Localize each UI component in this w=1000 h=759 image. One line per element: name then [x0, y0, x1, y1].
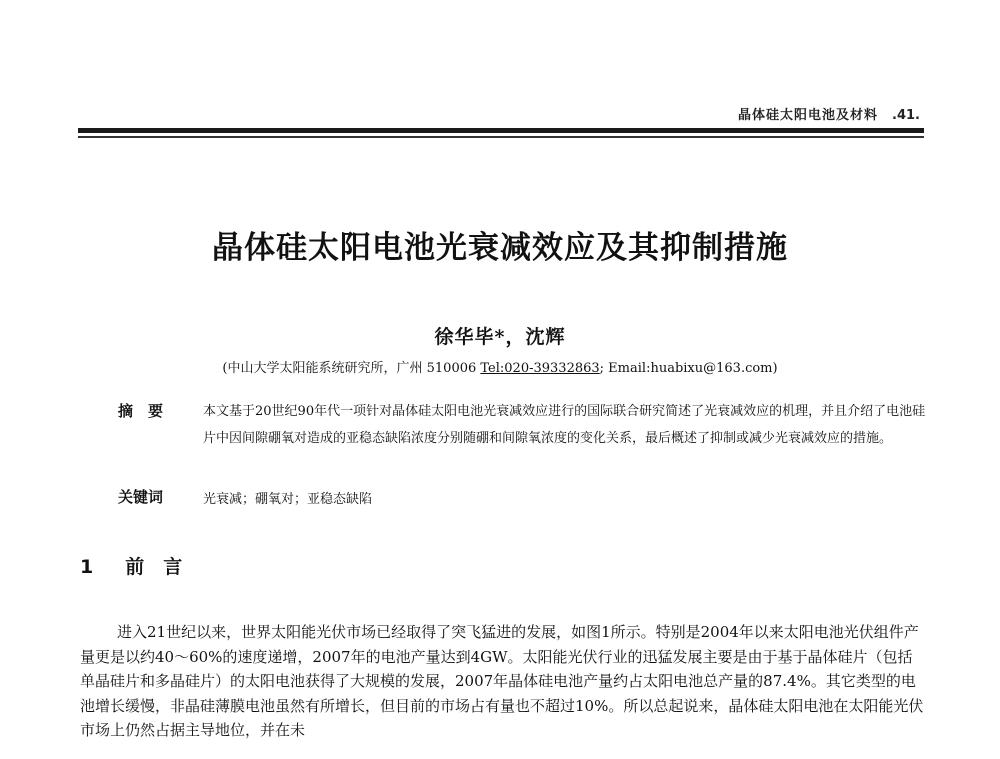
body-paragraph-text: 进入21世纪以来，世界太阳能光伏市场已经取得了突飞猛进的发展，如图1所示。特别是2004年以来太阳电池光伏组件产量更是以约40～60%的速度递增，2007年的电池产量达到4GW。太阳能光伏行业的迅猛发展主要是由于基于晶体硅片（包括单晶硅片和多晶硅片）的太阳电池获得了大规模的发展，2007年晶体硅电池产量约占太阳电池总产量的87.4%。其它类型的电池增长缓慢，非晶硅薄膜电池虽然有所增长，但目前的市场占有量也不超过10%。所以总起说来，晶体硅太阳电池在太阳能光伏市场上仍然占据主导地位，并在未 — [80, 623, 924, 739]
section-title: 前 言 — [125, 556, 183, 578]
abstract-text: 本文基于20世纪90年代一项针对晶体硅太阳电池光衰减效应进行的国际联合研究简述了光衰减效应的机理，并且介绍了电池硅片中因间隙硼氧对造成的亚稳态缺陷浓度分别随硼和间隙氧浓度的变化关系，最后概述了抑制或减少光衰减效应的措施。 — [203, 404, 926, 446]
running-header — [738, 104, 920, 123]
affiliation-tel: Tel:020-39332863 — [480, 361, 600, 376]
keywords-text: 光衰减；硼氧对；亚稳态缺陷 — [203, 492, 373, 507]
section-number: 1 — [80, 556, 94, 578]
affiliation — [0, 357, 1000, 376]
keywords-label: 关键词 — [118, 488, 164, 506]
page-number: .41. — [892, 108, 920, 123]
affiliation-suffix: ; Email:huabixu@163.com) — [599, 361, 778, 376]
running-title: 晶体硅太阳电池及材料 — [738, 108, 879, 123]
header-rule-thin — [78, 136, 924, 138]
header-rule-thick — [78, 128, 924, 133]
section-heading — [80, 552, 182, 579]
paper-title: 晶体硅太阳电池光衰减效应及其抑制措施 — [212, 230, 788, 266]
authors: 徐华毕*，沈辉 — [434, 326, 566, 348]
abstract-label: 摘 要 — [118, 402, 164, 420]
affiliation-prefix: (中山大学太阳能系统研究所，广州 510006 — [222, 361, 481, 376]
body-paragraph — [80, 620, 926, 743]
